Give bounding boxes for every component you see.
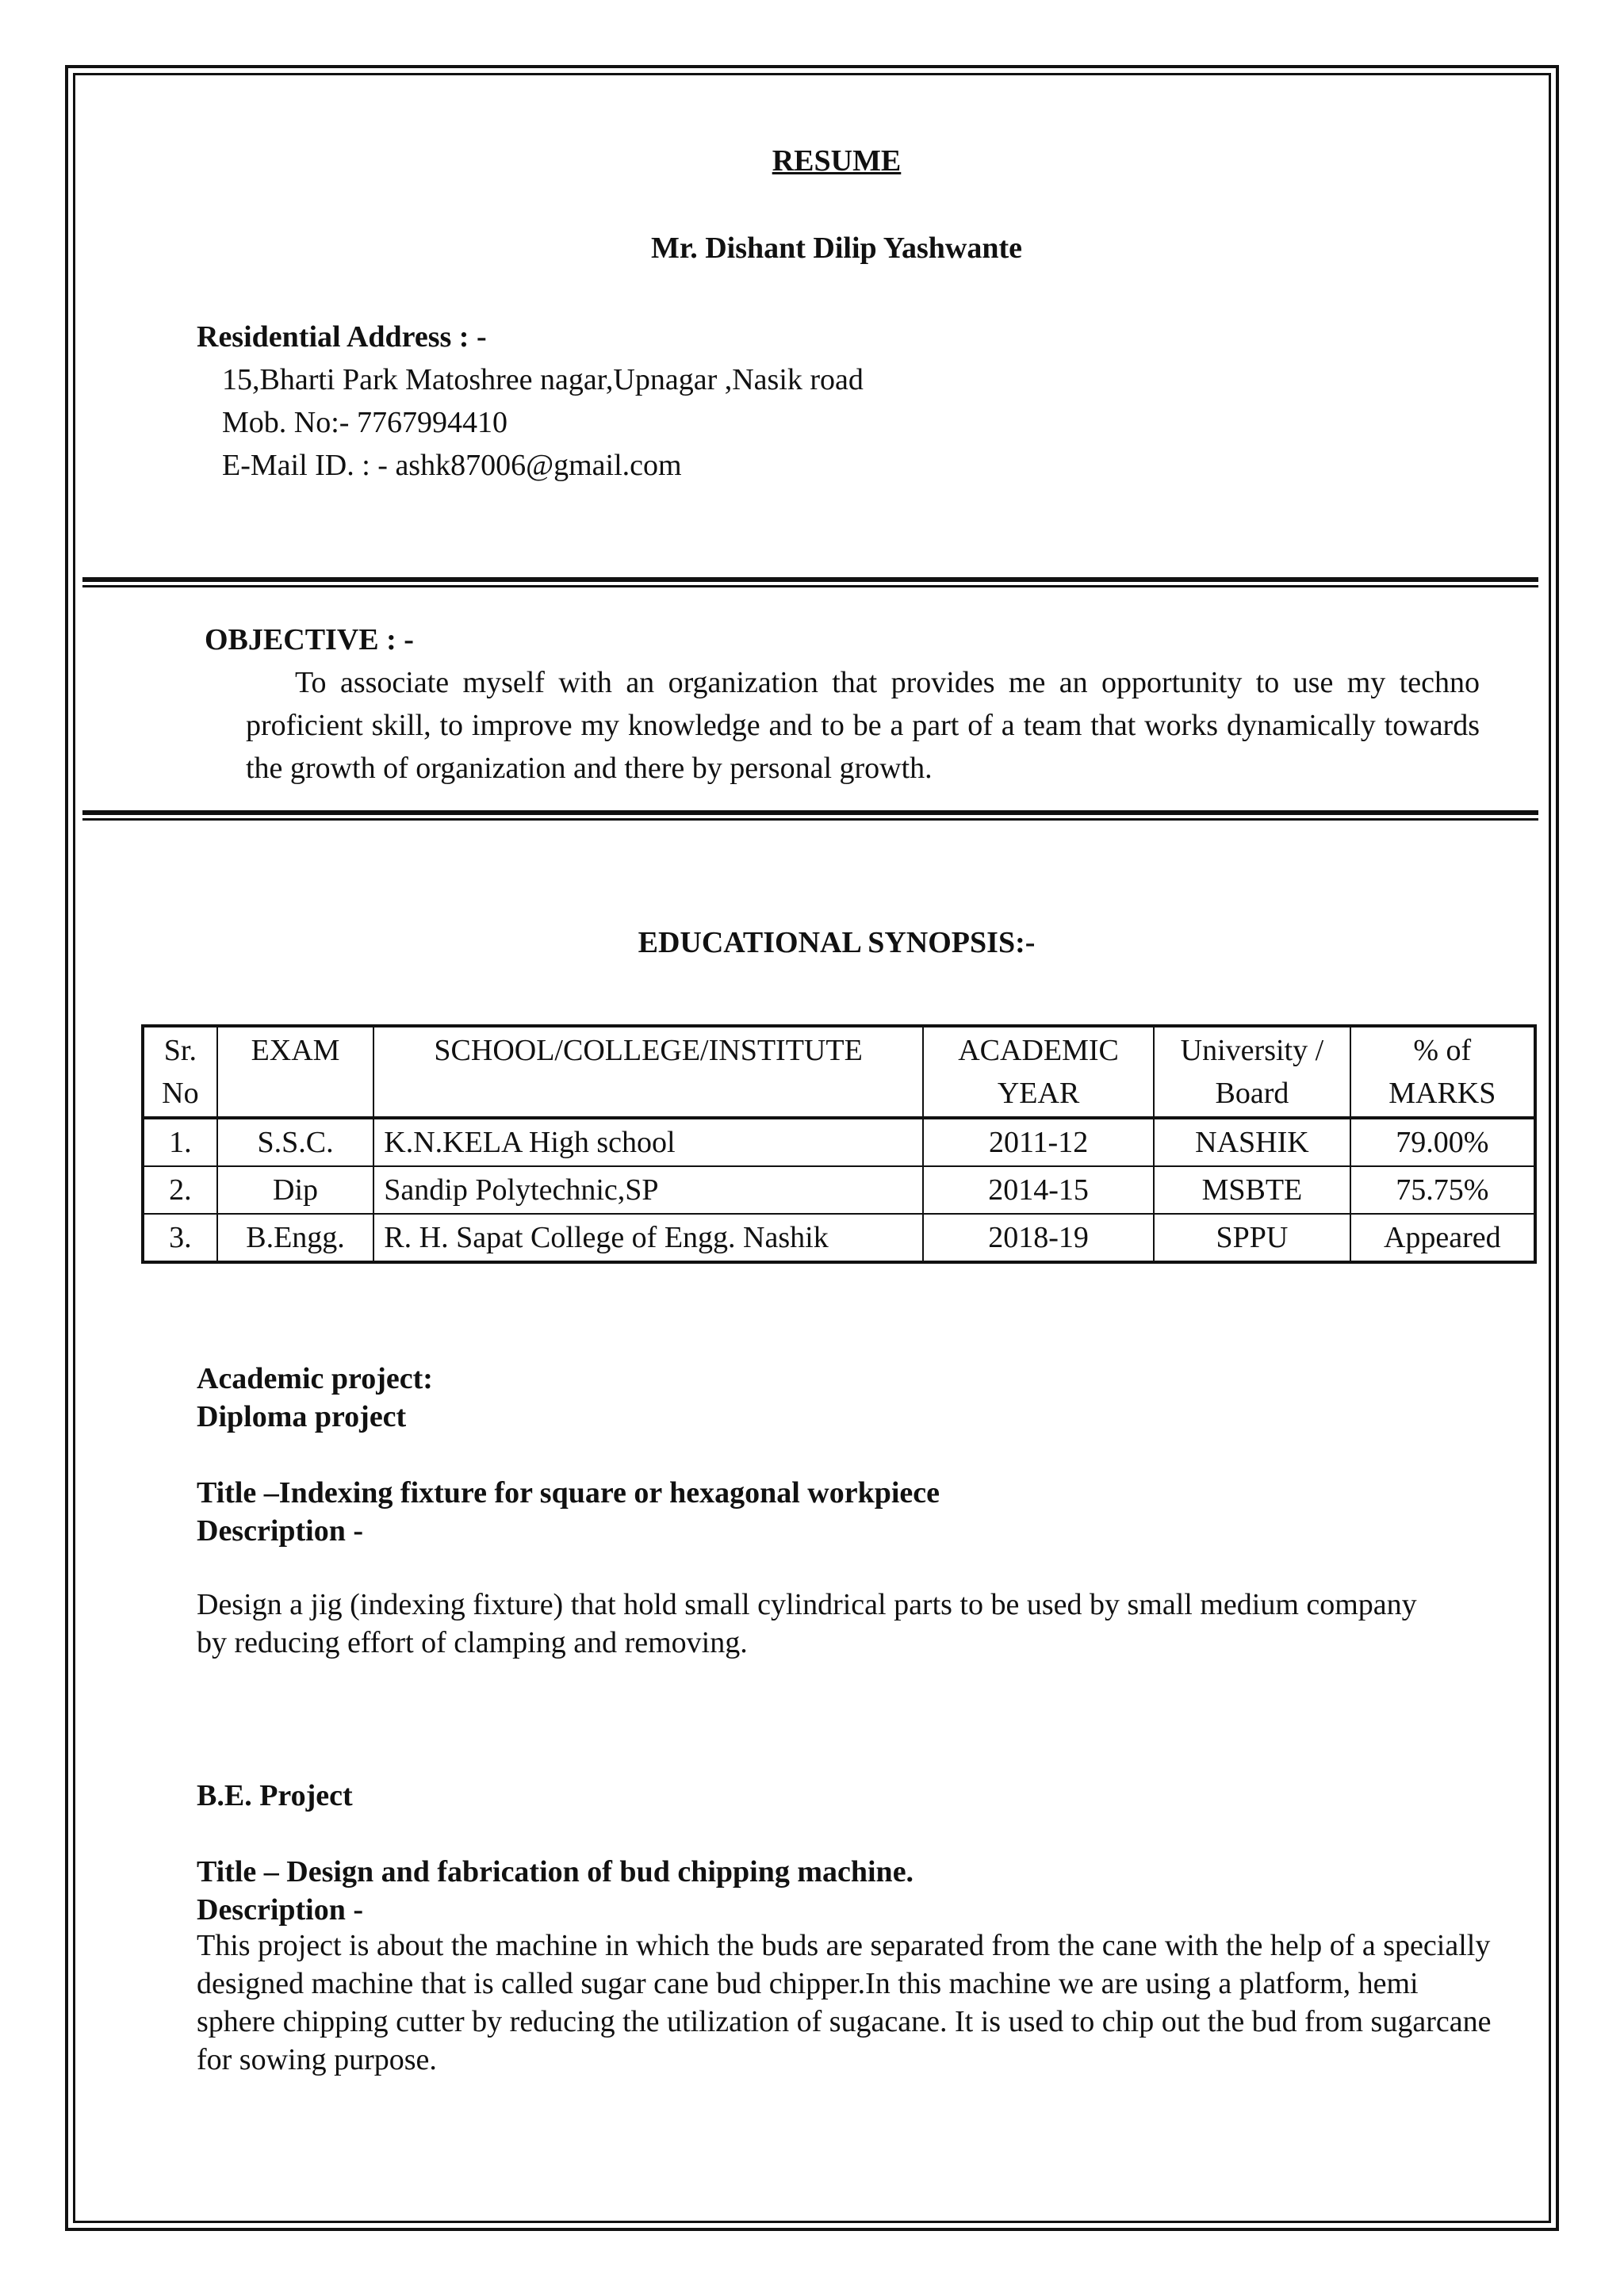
objective-heading: OBJECTIVE : - (205, 623, 414, 656)
table-row (143, 1166, 1535, 1214)
cell-board: NASHIK (1154, 1118, 1350, 1166)
header-institute: SCHOOL/COLLEGE/INSTITUTE (373, 1026, 923, 1118)
education-table (141, 1024, 1537, 1264)
diploma-project-title: Title –Indexing fixture for square or hexagonal workpiece (197, 1476, 940, 1510)
objective-text: To associate myself with an organization that provides me an opportunity to use my techno proficient skill, to improve my knowledge and to be a part of a team that works dynamically towards the growth of organization and there by personal growth. (246, 666, 1480, 785)
table-row (143, 1214, 1535, 1262)
cell-exam: Dip (217, 1166, 374, 1214)
candidate-name: Mr. Dishant Dilip Yashwante (650, 232, 1023, 265)
cell-exam: S.S.C. (217, 1118, 374, 1166)
cell-year: 2014-15 (923, 1166, 1154, 1214)
diploma-description-text: Design a jig (indexing fixture) that hold small cylindrical parts to be used by small medium company by reducing effort of clamping and removing. (197, 1588, 1417, 1659)
cell-marks: 75.75% (1350, 1166, 1535, 1214)
header-exam: EXAM (217, 1026, 374, 1118)
header-academic-year: ACADEMIC YEAR (923, 1026, 1154, 1118)
resume-title (0, 140, 1624, 182)
address-heading: Residential Address : - (197, 320, 487, 354)
academic-project-heading: Academic project: (197, 1362, 433, 1395)
cell-institute: Sandip Polytechnic,SP (373, 1166, 923, 1214)
header-sr-no: Sr. No (143, 1026, 217, 1118)
header-university: University / Board (1154, 1026, 1350, 1118)
education-table-header-row (143, 1026, 1535, 1118)
diploma-description-label: Description - (197, 1514, 364, 1548)
table-row (143, 1118, 1535, 1166)
cell-year: 2018-19 (923, 1214, 1154, 1262)
section-divider-2 (82, 810, 1538, 821)
diploma-project-heading: Diploma project (197, 1400, 407, 1433)
cell-board: MSBTE (1154, 1166, 1350, 1214)
section-divider-1 (82, 577, 1538, 587)
resume-title-text: RESUME (772, 144, 902, 178)
be-description-text: This project is about the machine in which the buds are separated from the cane with the help of a specially designed machine that is called sugar cane bud chipper.In this machine we are using a platform, hemi sphere chipping cutter by reducing the utilization of sugacane. It is used to chip out the bud from sugarcane for sowing purpose. (197, 1929, 1492, 2076)
be-project-heading: B.E. Project (197, 1779, 353, 1812)
email-address: E-Mail ID. : - ashk87006@gmail.com (222, 449, 682, 482)
cell-sr-no: 1. (143, 1118, 217, 1166)
cell-institute: R. H. Sapat College of Engg. Nashik (373, 1214, 923, 1262)
be-project-title: Title – Design and fabrication of bud chipping machine. (197, 1855, 914, 1888)
cell-sr-no: 2. (143, 1166, 217, 1214)
education-heading: EDUCATIONAL SYNOPSIS:- (638, 926, 1036, 959)
cell-exam: B.Engg. (217, 1214, 374, 1262)
cell-year: 2011-12 (923, 1118, 1154, 1166)
cell-marks: Appeared (1350, 1214, 1535, 1262)
header-marks: % of MARKS (1350, 1026, 1535, 1118)
cell-sr-no: 3. (143, 1214, 217, 1262)
be-description-label: Description - (197, 1893, 364, 1927)
cell-board: SPPU (1154, 1214, 1350, 1262)
mobile-number: Mob. No:- 7767994410 (222, 406, 508, 439)
cell-institute: K.N.KELA High school (373, 1118, 923, 1166)
address-line: 15,Bharti Park Matoshree nagar,Upnagar ,Nasik road (222, 363, 864, 396)
cell-marks: 79.00% (1350, 1118, 1535, 1166)
